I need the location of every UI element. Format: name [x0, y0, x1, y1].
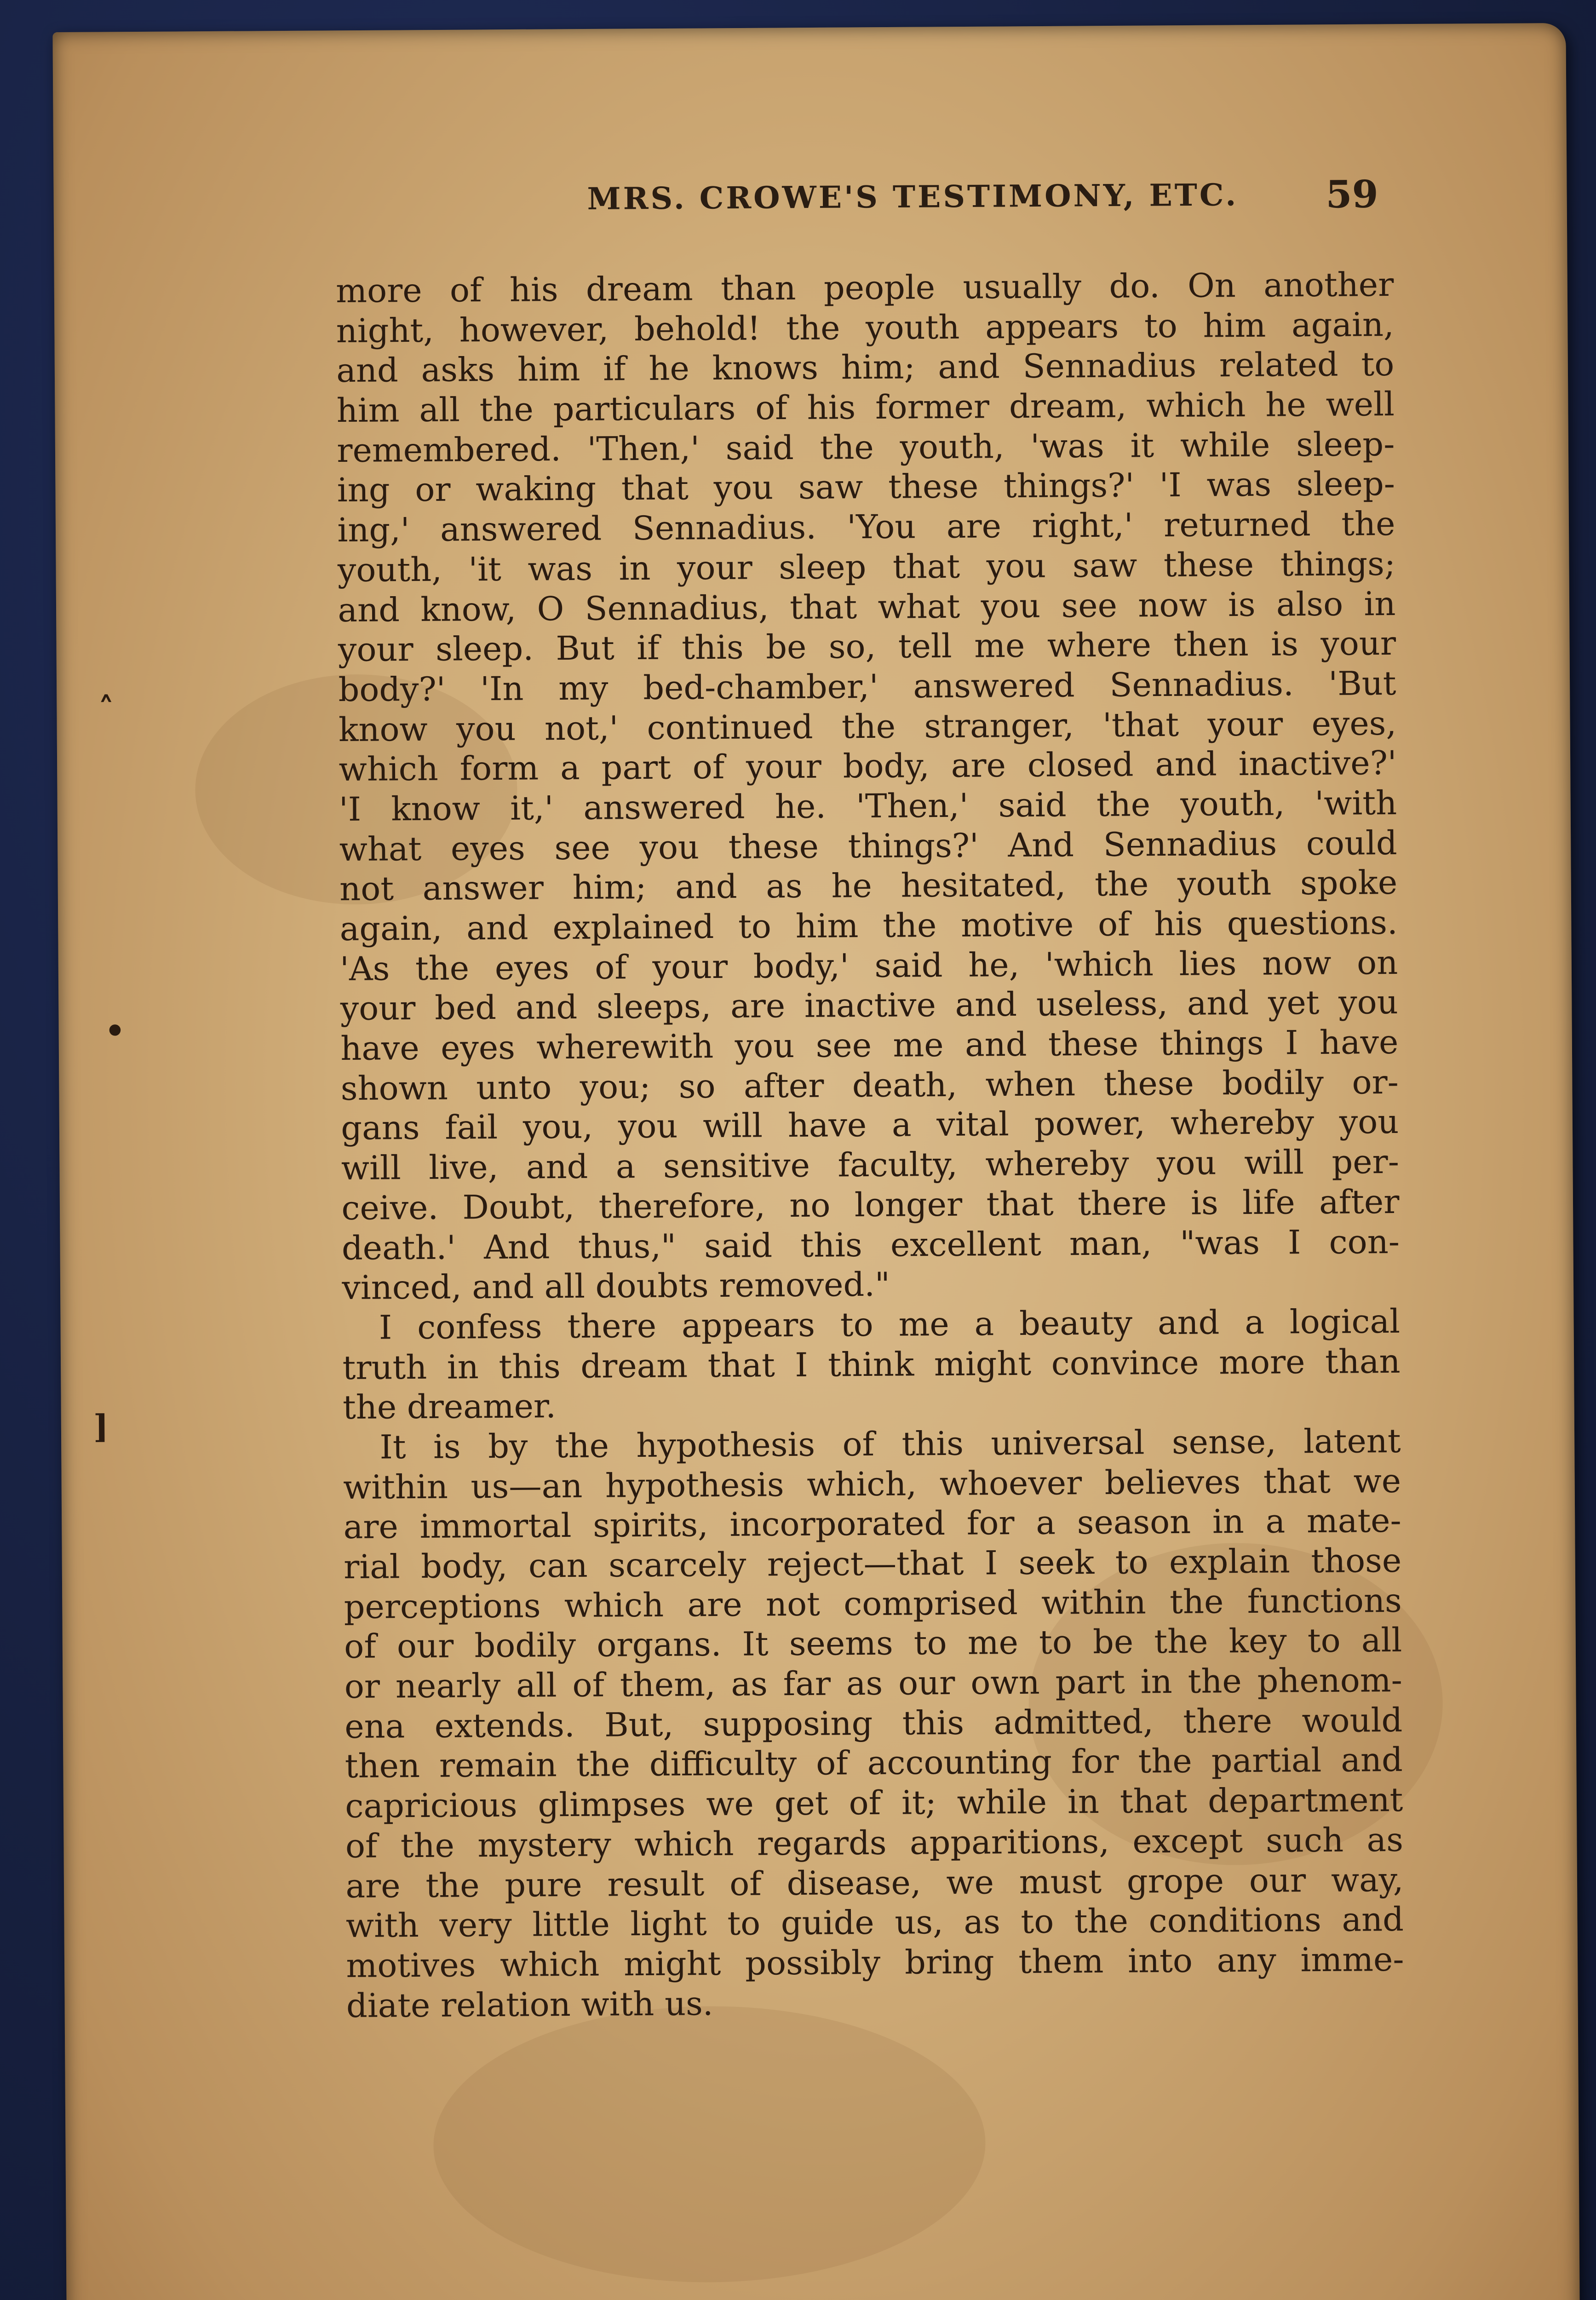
text-line: then remain the difficulty of accounting for the partial and [344, 1741, 1403, 1786]
text-line: ing,' answered Sennadius. 'You are right,' returned the [337, 505, 1395, 550]
text-line: and know, O Sennadius, that what you see now is also in [338, 584, 1396, 629]
text-line: more of his dream than people usually do. On another [336, 265, 1394, 310]
text-line: ing or waking that you saw these things?' 'I was sleep- [337, 465, 1395, 510]
text-line: capricious glimpses we get of it; while in that department [345, 1781, 1403, 1826]
text-line: body?' 'In my bed-chamber,' answered Sennadius. 'But [338, 664, 1396, 709]
margin-mark: • [104, 1012, 126, 1050]
page-number: 59 [1326, 172, 1378, 217]
text-line: him all the particulars of his former dream, which he well [336, 385, 1395, 430]
text-line: remembered. 'Then,' said the youth, 'was it while sleep- [337, 425, 1395, 470]
text-line: your bed and sleeps, are inactive and useless, and yet you [340, 983, 1399, 1028]
text-line: ceive. Doubt, therefore, no longer that there is life after [341, 1182, 1400, 1227]
text-line: gans fail you, you will have a vital power, whereby you [341, 1103, 1399, 1148]
text-line: It is by the hypothesis of this universal sense, latent [379, 1421, 1401, 1466]
text-line: which form a part of your body, are closed and inactive?' [339, 744, 1397, 789]
running-title: MRS. CROWE'S TESTIMONY, ETC. [587, 177, 1239, 217]
text-line: will live, and a sensitive faculty, whereby you will per- [341, 1143, 1400, 1188]
text-line: I confess there appears to me a beauty and a logical [379, 1302, 1401, 1347]
text-line: motives which might possibly bring them into any imme- [346, 1940, 1404, 1985]
margin-mark: ˄ [98, 690, 115, 728]
text-line: the dreamer. [342, 1387, 557, 1427]
text-line: know you not,' continued the stranger, 'that your eyes, [338, 704, 1397, 749]
text-line: your sleep. But if this be so, tell me where then is your [338, 624, 1396, 669]
text-line: have eyes wherewith you see me and these things I have [340, 1023, 1399, 1068]
text-line: shown unto you; so after death, when these bodily or- [340, 1063, 1399, 1108]
text-line: of our bodily organs. It seems to me to be the key to all [344, 1621, 1402, 1666]
text-line: within us—an hypothesis which, whoever believes that we [343, 1461, 1401, 1506]
text-line: 'I know it,' answered he. 'Then,' said the youth, 'with [339, 783, 1397, 828]
text-line: with very little light to guide us, as to the conditions and [345, 1900, 1404, 1945]
text-line: night, however, behold! the youth appears to him again, [336, 305, 1394, 350]
running-head [513, 172, 1378, 236]
text-line: truth in this dream that I think might convince more than [342, 1342, 1401, 1387]
text-line: of the mystery which regards apparitions, except such as [345, 1820, 1404, 1865]
text-line: or nearly all of them, as far as our own part in the phenom- [344, 1661, 1403, 1706]
text-line: ena extends. But, supposing this admitted, there would [344, 1701, 1403, 1746]
paper-stain [433, 2005, 987, 2284]
text-line: again, and explained to him the motive of his questions. [339, 903, 1398, 948]
body-text [336, 265, 1404, 2026]
text-line: diate relation with us. [346, 1984, 713, 2025]
text-line: death.' And thus," said this excellent man, "was I con- [341, 1222, 1400, 1267]
text-line: are immortal spirits, incorporated for a season in a mate- [343, 1501, 1401, 1547]
text-line: what eyes see you these things?' And Sennadius could [339, 823, 1397, 868]
text-line: are the pure result of disease, we must grope our way, [345, 1860, 1404, 1905]
text-line: rial body, can scarcely reject—that I seek to explain those [343, 1541, 1402, 1586]
text-line: 'As the eyes of your body,' said he, 'which lies now on [340, 943, 1398, 988]
text-line: perceptions which are not comprised within the functions [344, 1581, 1402, 1626]
text-line: vinced, and all doubts removed." [342, 1265, 890, 1307]
margin-mark: ] [93, 1407, 109, 1446]
text-line: not answer him; and as he hesitated, the youth spoke [339, 863, 1398, 908]
text-line: youth, 'it was in your sleep that you saw these things; [337, 544, 1396, 589]
text-line: and asks him if he knows him; and Sennadius related to [336, 345, 1395, 390]
